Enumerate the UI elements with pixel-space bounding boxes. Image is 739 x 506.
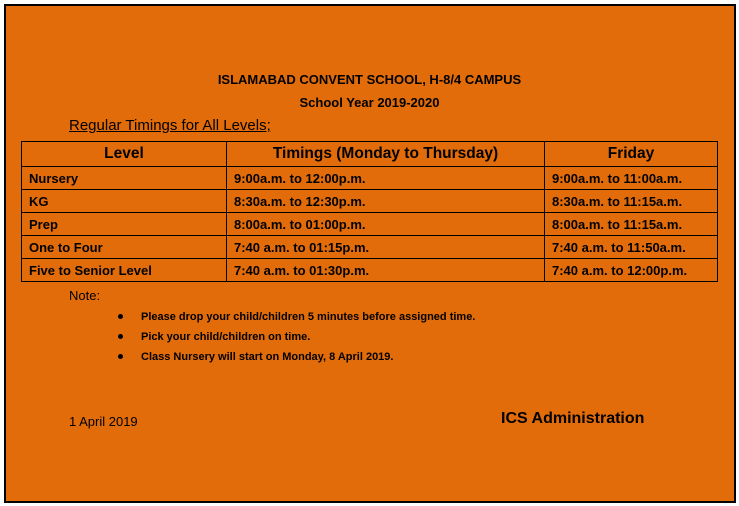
note-item-text: Pick your child/children on time. <box>141 331 311 343</box>
note-item <box>118 328 475 348</box>
table-row <box>22 236 718 259</box>
cell-level: Prep <box>22 213 227 236</box>
cell-level: KG <box>22 190 227 213</box>
cell-friday-timing: 7:40 a.m. to 11:50a.m. <box>545 236 718 259</box>
school-name: ISLAMABAD CONVENT SCHOOL, H-8/4 CAMPUS <box>217 72 522 87</box>
table-row <box>22 167 718 190</box>
cell-friday-timing: 8:30a.m. to 11:15a.m. <box>545 190 718 213</box>
cell-weekday-timing: 8:00a.m. to 01:00p.m. <box>227 213 545 236</box>
note-item-text: Class Nursery will start on Monday, 8 April 2019. <box>141 351 394 363</box>
cell-level: Nursery <box>22 167 227 190</box>
cell-weekday-timing: 9:00a.m. to 12:00p.m. <box>227 167 545 190</box>
cell-weekday-timing: 8:30a.m. to 12:30p.m. <box>227 190 545 213</box>
cell-level: Five to Senior Level <box>22 259 227 282</box>
cell-weekday-timing: 7:40 a.m. to 01:15p.m. <box>227 236 545 259</box>
note-label: Note: <box>69 288 101 303</box>
cell-weekday-timing: 7:40 a.m. to 01:30p.m. <box>227 259 545 282</box>
cell-friday-timing: 9:00a.m. to 11:00a.m. <box>545 167 718 190</box>
school-year: School Year 2019-2020 <box>299 95 440 110</box>
notice-date: 1 April 2019 <box>69 414 138 429</box>
cell-friday-timing: 8:00a.m. to 11:15a.m. <box>545 213 718 236</box>
cell-level: One to Four <box>22 236 227 259</box>
note-item-text: Please drop your child/children 5 minutes before assigned time. <box>141 311 476 323</box>
table-row <box>22 190 718 213</box>
table-row <box>22 213 718 236</box>
note-item <box>118 308 475 328</box>
column-header-weekday-timings: Timings (Monday to Thursday) <box>227 142 545 167</box>
note-list <box>118 308 475 368</box>
signature: ICS Administration <box>501 410 645 427</box>
timings-subheading: Regular Timings for All Levels; <box>69 117 271 134</box>
timings-table <box>21 141 718 282</box>
column-header-level: Level <box>22 142 227 167</box>
table-header-row <box>22 142 718 167</box>
note-item <box>118 348 475 368</box>
cell-friday-timing: 7:40 a.m. to 12:00p.m. <box>545 259 718 282</box>
column-header-friday: Friday <box>545 142 718 167</box>
table-row <box>22 259 718 282</box>
